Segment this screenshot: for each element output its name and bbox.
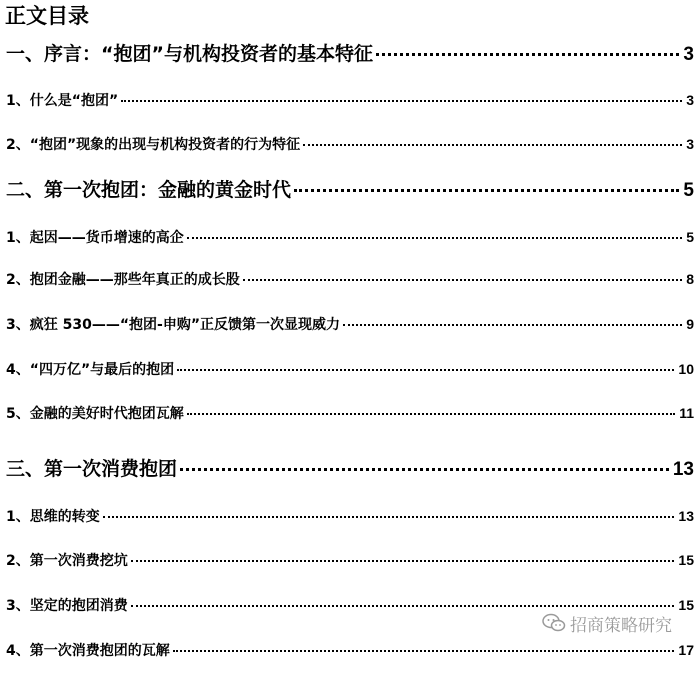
toc-entry-page: 13 — [678, 508, 694, 524]
toc-entry-title: 4、“四万亿”与最后的抱团 — [6, 362, 175, 378]
toc-entry-page: 3 — [683, 44, 694, 65]
toc-entry[interactable] — [6, 550, 694, 570]
dot-leader — [187, 413, 675, 415]
toc-entry[interactable] — [6, 640, 694, 660]
wechat-icon — [542, 613, 566, 633]
toc-entry-page: 11 — [679, 405, 694, 421]
toc-entry[interactable] — [6, 359, 694, 379]
toc-entry[interactable] — [6, 456, 694, 482]
dot-leader — [303, 144, 682, 146]
toc-entry-title: 1、起因——货币增速的高企 — [6, 230, 184, 246]
toc-entry-title: 3、疯狂 530——“抱团-申购”正反馈第一次显现威力 — [6, 317, 341, 333]
toc-entry-title: 1、什么是“抱团” — [6, 93, 119, 109]
toc-entry-title: 4、第一次消费抱团的瓦解 — [6, 643, 170, 659]
toc-entry[interactable] — [6, 403, 694, 423]
toc-entry-page: 5 — [686, 229, 694, 245]
dot-leader — [131, 560, 675, 562]
dot-leader — [243, 279, 682, 281]
toc-entry-title: 三、第一次消费抱团 — [6, 458, 178, 480]
toc-entry-title: 5、金融的美好时代抱团瓦解 — [6, 406, 184, 422]
toc-entry-page: 5 — [683, 180, 694, 201]
toc-entry-title: 3、坚定的抱团消费 — [6, 598, 128, 614]
dot-leader — [343, 324, 682, 326]
dot-leader — [294, 189, 679, 192]
toc-entry[interactable] — [6, 269, 694, 289]
toc-entry[interactable] — [6, 90, 694, 110]
dot-leader — [173, 650, 675, 652]
toc-entry-page: 8 — [686, 271, 694, 287]
dot-leader — [187, 237, 682, 239]
dot-leader — [103, 516, 675, 518]
toc-entry-page: 10 — [678, 361, 694, 377]
toc-entry[interactable] — [6, 314, 694, 334]
toc-entry-title: 2、第一次消费挖坑 — [6, 553, 128, 569]
toc-entry-page: 15 — [678, 597, 694, 613]
page-title: 正文目录 — [5, 4, 89, 28]
dot-leader — [180, 468, 669, 471]
watermark-text: 招商策略研究 — [570, 615, 672, 636]
toc-entry[interactable] — [6, 134, 694, 154]
dot-leader — [131, 605, 675, 607]
dot-leader — [121, 100, 682, 102]
toc-entry-title: 2、“抱团”现象的出现与机构投资者的行为特征 — [6, 137, 301, 153]
toc-entry-title: 一、序言：“抱团”与机构投资者的基本特征 — [6, 43, 373, 65]
dot-leader — [376, 53, 679, 56]
dot-leader — [177, 369, 674, 371]
toc-entry-title: 二、第一次抱团：金融的黄金时代 — [6, 179, 292, 201]
toc-entry-page: 15 — [678, 552, 694, 568]
toc-entry-page: 3 — [686, 136, 694, 152]
toc-entry-page: 17 — [678, 642, 694, 658]
watermark — [540, 610, 676, 636]
toc-entry[interactable] — [6, 41, 694, 67]
toc-entry[interactable] — [6, 227, 694, 247]
toc-entry[interactable] — [6, 177, 694, 203]
toc-entry-page: 3 — [686, 92, 694, 108]
toc-entry-page: 13 — [672, 459, 694, 480]
toc-entry-title: 2、抱团金融——那些年真正的成长股 — [6, 272, 240, 288]
toc-entry-page: 9 — [686, 316, 694, 332]
toc-entry[interactable] — [6, 506, 694, 526]
toc-entry-title: 1、思维的转变 — [6, 509, 100, 525]
